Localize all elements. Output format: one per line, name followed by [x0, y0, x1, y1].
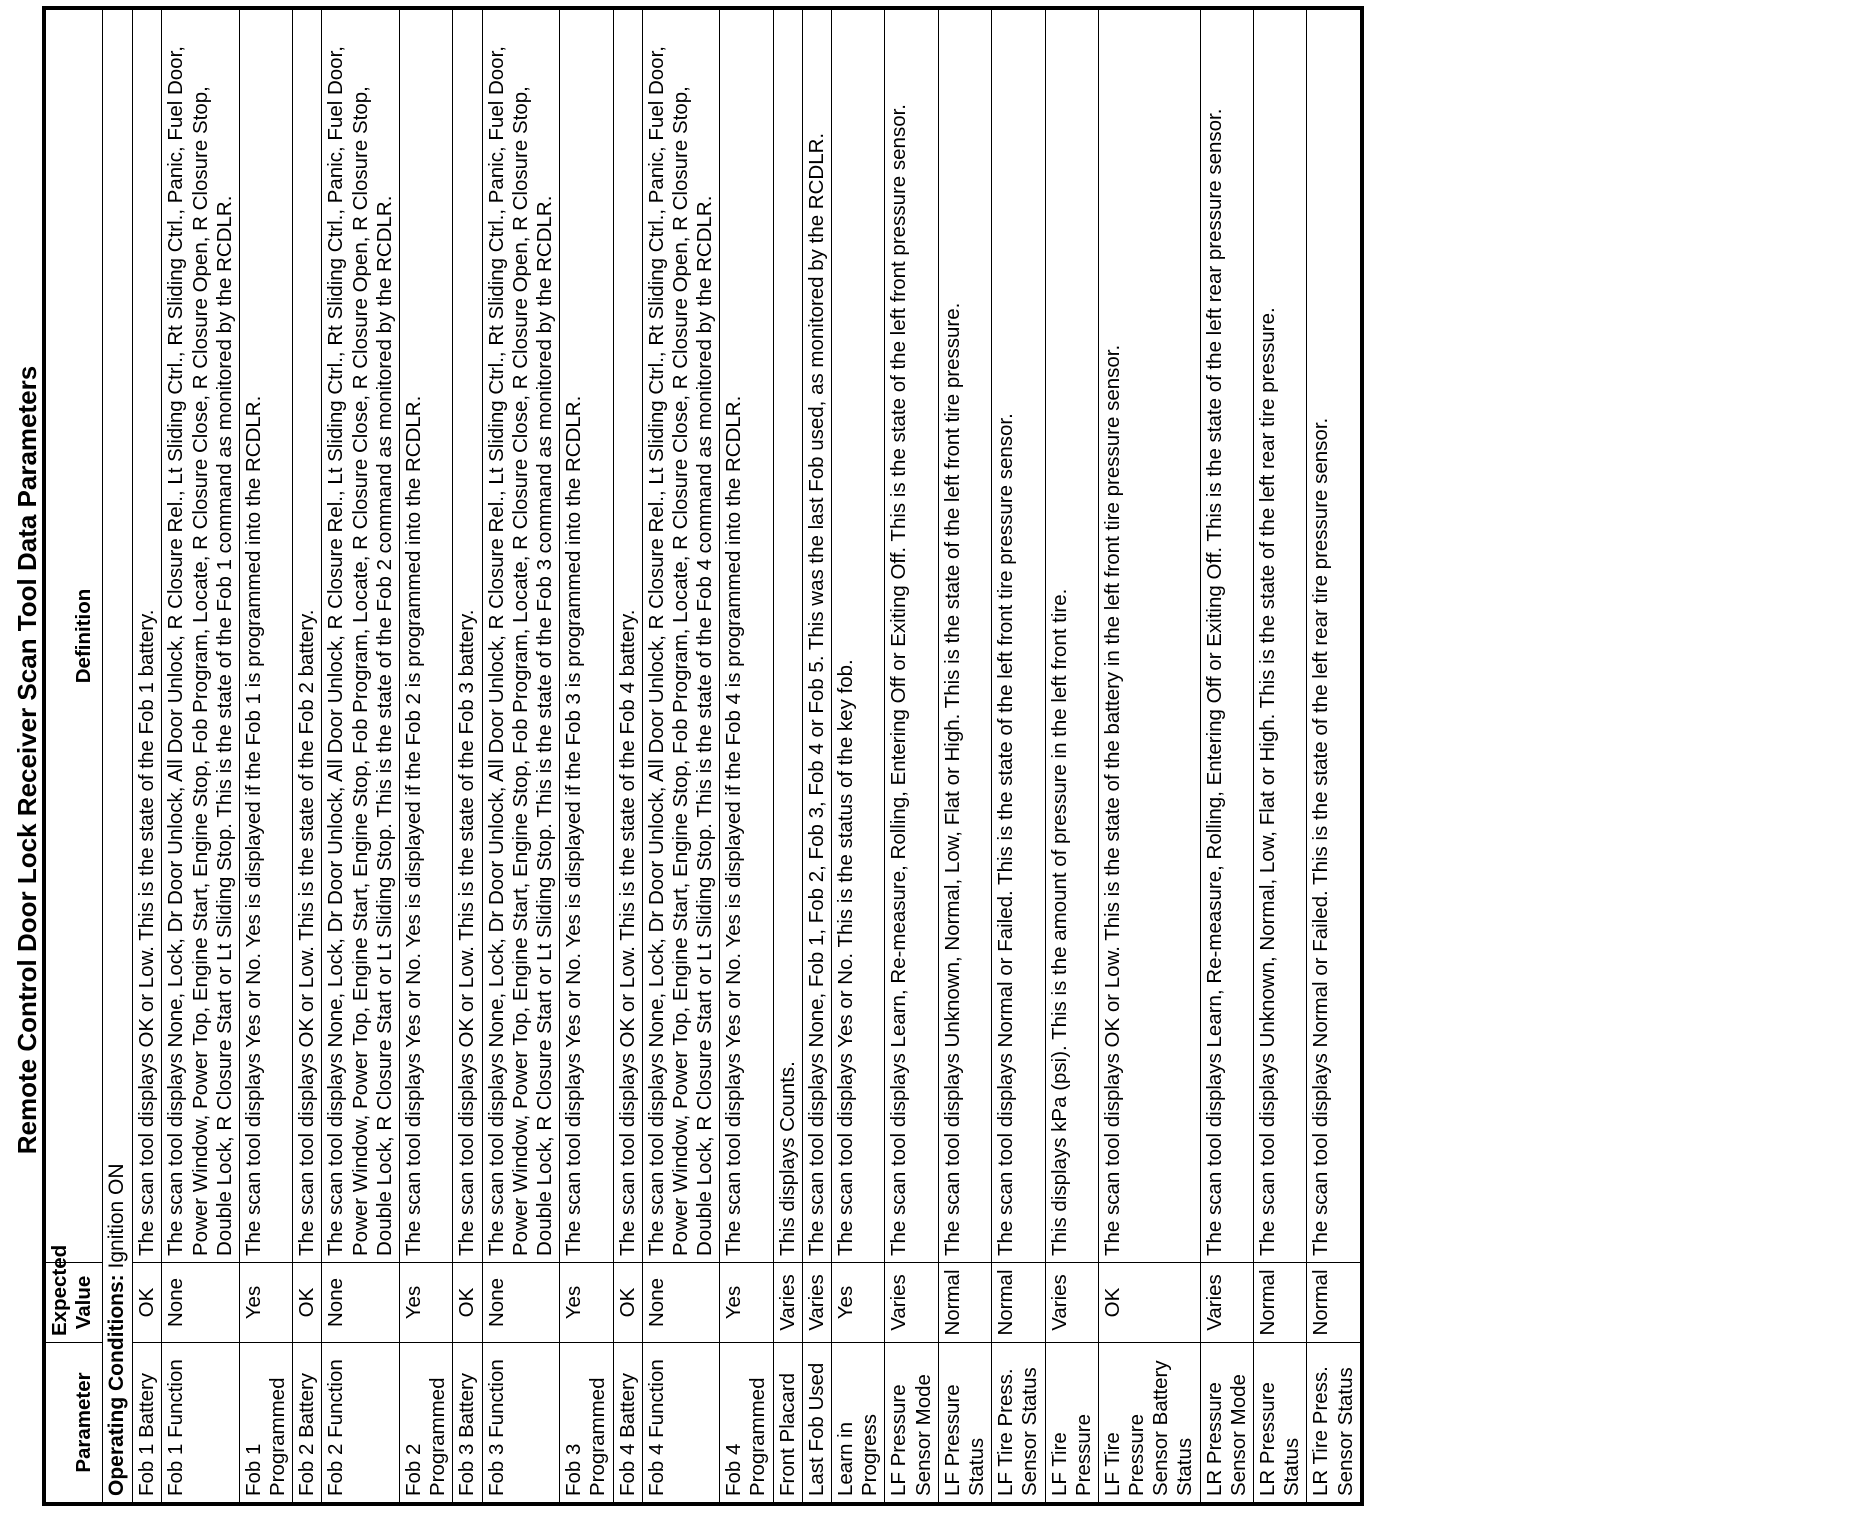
- table-row: [642, 10, 720, 1503]
- param-cell: LF Tire Pressure Sensor Battery Status: [1098, 1343, 1200, 1503]
- operating-conditions-label: Operating Conditions:: [105, 1274, 129, 1496]
- table-row: [239, 10, 292, 1503]
- definition-cell: The scan tool displays Learn, Re-measure, Rolling, Entering Off or Exiting Off. This is the state of the left rear pressure sensor.: [1200, 10, 1253, 1263]
- definition-cell: The scan tool displays OK or Low. This is the state of the Fob 3 battery.: [453, 10, 482, 1263]
- expected-value-cell: Varies: [885, 1263, 938, 1343]
- param-cell: Fob 3 Function: [482, 1343, 560, 1503]
- definition-cell: The scan tool displays Yes or No. Yes is displayed if the Fob 4 is programmed into the RCDLR.: [720, 10, 773, 1263]
- definition-cell: The scan tool displays Normal or Failed. This is the state of the left front tire pressure sensor.: [992, 10, 1045, 1263]
- table-row: [1254, 10, 1307, 1503]
- definition-cell: The scan tool displays None, Fob 1, Fob 2, Fob 3, Fob 4 or Fob 5. This was the last Fob used, as monitored by the RCDLR.: [802, 10, 831, 1263]
- definition-cell: The scan tool displays None, Lock, Dr Door Unlock, All Door Unlock, R Closure Rel., Lt Sliding Ctrl., Rt Sliding Ctrl., Panic, Fuel Door, Power Window, Power Top, Engine Start, Engine Stop, Fob Program, Locate, R Closure Close, R Closure Open, R Closure Stop, Double Lock, R Closure Start or Lt Sliding Stop. This is the state of the Fob 1 command as monitored by the RCDLR.: [162, 10, 240, 1263]
- param-cell: Fob 4 Function: [642, 1343, 720, 1503]
- definition-cell: The scan tool displays Normal or Failed. This is the state of the left rear tire pressure sensor.: [1307, 10, 1360, 1263]
- expected-value-cell: OK: [293, 1263, 322, 1343]
- header-definition: Definition: [46, 10, 103, 1263]
- definition-cell: The scan tool displays OK or Low. This is the state of the Fob 2 battery.: [293, 10, 322, 1263]
- expected-value-cell: Normal: [1307, 1263, 1360, 1343]
- param-cell: Fob 2 Battery: [293, 1343, 322, 1503]
- operating-conditions-value: Ignition ON: [105, 1163, 129, 1269]
- table-row: [773, 10, 802, 1503]
- definition-cell: The scan tool displays Yes or No. Yes is displayed if the Fob 1 is programmed into the RCDLR.: [239, 10, 292, 1263]
- definition-cell: The scan tool displays Learn, Re-measure, Rolling, Entering Off or Exiting Off. This is the state of the left front pressure sensor.: [885, 10, 938, 1263]
- definition-cell: The scan tool displays Yes or No. This is the status of the key fob.: [832, 10, 885, 1263]
- expected-value-cell: Normal: [1254, 1263, 1307, 1343]
- definition-cell: The scan tool displays Yes or No. Yes is displayed if the Fob 3 is programmed into the RCDLR.: [560, 10, 613, 1263]
- expected-value-cell: None: [482, 1263, 560, 1343]
- expected-value-cell: None: [642, 1263, 720, 1343]
- param-cell: Front Placard: [773, 1343, 802, 1503]
- table-row: [720, 10, 773, 1503]
- expected-value-cell: OK: [1098, 1263, 1200, 1343]
- definition-cell: This displays kPa (psi). This is the amount of pressure in the left front tire.: [1045, 10, 1098, 1263]
- document-title: Remote Control Door Lock Receiver Scan Tool Data Parameters: [12, 365, 42, 1155]
- table-row: [560, 10, 613, 1503]
- param-cell: LR Tire Press. Sensor Status: [1307, 1343, 1360, 1503]
- definition-cell: The scan tool displays None, Lock, Dr Door Unlock, All Door Unlock, R Closure Rel., Lt Sliding Ctrl., Rt Sliding Ctrl., Panic, Fuel Door, Power Window, Power Top, Engine Start, Engine Stop, Fob Program, Locate, R Closure Close, R Closure Open, R Closure Stop, Double Lock, R Closure Start or Lt Sliding Stop. This is the state of the Fob 3 command as monitored by the RCDLR.: [482, 10, 560, 1263]
- expected-value-cell: Yes: [832, 1263, 885, 1343]
- param-cell: Fob 2 Programmed: [400, 1343, 453, 1503]
- param-cell: LR Pressure Status: [1254, 1343, 1307, 1503]
- expected-value-cell: None: [322, 1263, 400, 1343]
- param-cell: LF Pressure Status: [938, 1343, 991, 1503]
- operating-conditions-row: [103, 10, 133, 1503]
- definition-cell: The scan tool displays Unknown, Normal, Low, Flat or High. This is the state of the left front tire pressure.: [938, 10, 991, 1263]
- expected-value-cell: Varies: [1200, 1263, 1253, 1343]
- expected-value-cell: None: [162, 1263, 240, 1343]
- expected-value-cell: Varies: [802, 1263, 831, 1343]
- table-row: [1307, 10, 1360, 1503]
- expected-value-cell: Normal: [992, 1263, 1045, 1343]
- table-row: [1098, 10, 1200, 1503]
- param-cell: Fob 1 Battery: [133, 1343, 162, 1503]
- param-cell: Fob 4 Battery: [613, 1343, 642, 1503]
- param-cell: Fob 3 Battery: [453, 1343, 482, 1503]
- table-row: [613, 10, 642, 1503]
- definition-cell: This displays Counts.: [773, 10, 802, 1263]
- expected-value-cell: OK: [133, 1263, 162, 1343]
- param-cell: LF Tire Press. Sensor Status: [992, 1343, 1045, 1503]
- expected-value-cell: Normal: [938, 1263, 991, 1343]
- param-cell: Last Fob Used: [802, 1343, 831, 1503]
- definition-cell: The scan tool displays Unknown, Normal, Low, Flat or High. This is the state of the left rear tire pressure.: [1254, 10, 1307, 1263]
- table-row: [482, 10, 560, 1503]
- param-cell: LF Pressure Sensor Mode: [885, 1343, 938, 1503]
- expected-value-cell: Yes: [560, 1263, 613, 1343]
- expected-value-cell: OK: [453, 1263, 482, 1343]
- parameters-table: [45, 9, 1361, 1503]
- expected-value-cell: Varies: [773, 1263, 802, 1343]
- table-row: [400, 10, 453, 1503]
- table-row: [992, 10, 1045, 1503]
- definition-cell: The scan tool displays None, Lock, Dr Door Unlock, All Door Unlock, R Closure Rel., Lt Sliding Ctrl., Rt Sliding Ctrl., Panic, Fuel Door, Power Window, Power Top, Engine Start, Engine Stop, Fob Program, Locate, R Closure Close, R Closure Open, R Closure Stop, Double Lock, R Closure Start or Lt Sliding Stop. This is the state of the Fob 4 command as monitored by the RCDLR.: [642, 10, 720, 1263]
- param-cell: Fob 2 Function: [322, 1343, 400, 1503]
- expected-value-cell: OK: [613, 1263, 642, 1343]
- definition-cell: The scan tool displays OK or Low. This is the state of the Fob 1 battery.: [133, 10, 162, 1263]
- param-cell: Fob 3 Programmed: [560, 1343, 613, 1503]
- definition-cell: The scan tool displays Yes or No. Yes is displayed if the Fob 2 is programmed into the RCDLR.: [400, 10, 453, 1263]
- table-row: [885, 10, 938, 1503]
- table-row: [293, 10, 322, 1503]
- definition-cell: The scan tool displays OK or Low. This is the state of the battery in the left front tire pressure sensor.: [1098, 10, 1200, 1263]
- table-row: [162, 10, 240, 1503]
- header-parameter: Parameter: [46, 1343, 103, 1503]
- table-row: [832, 10, 885, 1503]
- table-row: [1045, 10, 1098, 1503]
- table-row: [802, 10, 831, 1503]
- header-row: [46, 10, 103, 1503]
- expected-value-cell: Yes: [239, 1263, 292, 1343]
- expected-value-cell: Varies: [1045, 1263, 1098, 1343]
- header-expected-value: Expected Value: [46, 1263, 103, 1343]
- param-cell: Fob 1 Programmed: [239, 1343, 292, 1503]
- table-row: [938, 10, 991, 1503]
- table-frame: [42, 6, 1364, 1506]
- expected-value-cell: Yes: [400, 1263, 453, 1343]
- operating-conditions-cell: [103, 10, 133, 1503]
- param-cell: Fob 4 Programmed: [720, 1343, 773, 1503]
- param-cell: LF Tire Pressure: [1045, 1343, 1098, 1503]
- table-row: [453, 10, 482, 1503]
- table-row: [133, 10, 162, 1503]
- param-cell: LR Pressure Sensor Mode: [1200, 1343, 1253, 1503]
- param-cell: Fob 1 Function: [162, 1343, 240, 1503]
- definition-cell: The scan tool displays None, Lock, Dr Door Unlock, All Door Unlock, R Closure Rel., Lt Sliding Ctrl., Rt Sliding Ctrl., Panic, Fuel Door, Power Window, Power Top, Engine Start, Engine Stop, Fob Program, Locate, R Closure Close, R Closure Open, R Closure Stop, Double Lock, R Closure Start or Lt Sliding Stop. This is the state of the Fob 2 command as monitored by the RCDLR.: [322, 10, 400, 1263]
- expected-value-cell: Yes: [720, 1263, 773, 1343]
- table-row: [322, 10, 400, 1503]
- definition-cell: The scan tool displays OK or Low. This is the state of the Fob 4 battery.: [613, 10, 642, 1263]
- table-row: [1200, 10, 1253, 1503]
- param-cell: Learn in Progress: [832, 1343, 885, 1503]
